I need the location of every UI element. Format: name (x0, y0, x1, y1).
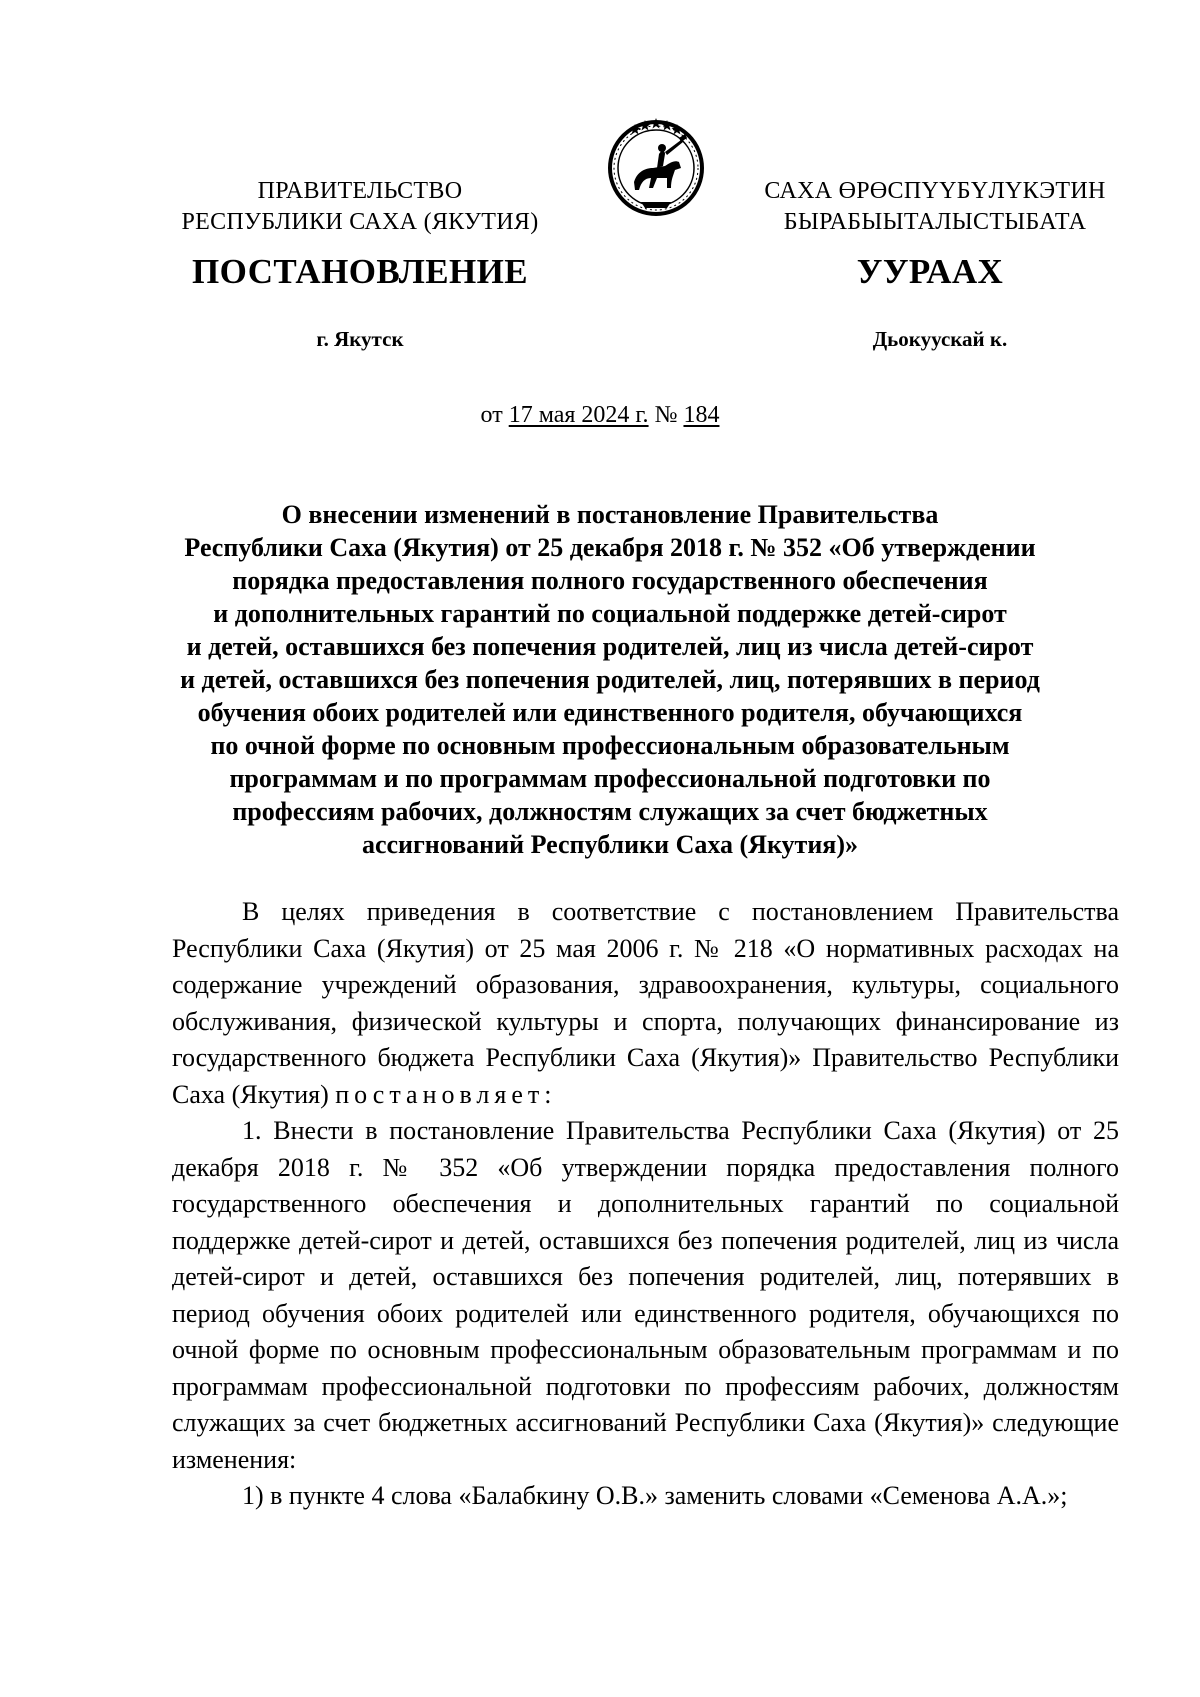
item-1-paragraph: 1. Внести в постановление Правительства Республики Саха (Якутия) от 25 декабря 2018 г. № 352 «Об утверждении порядка предоставления полного государственного обеспечения и дополнительных гарантий по социальной поддержке детей-сирот и детей, оставшихся без попечения родителей, лиц из числа детей-сирот и детей, оставшихся без попечения родителей, лиц, потерявших в период обучения обоих родителей или единственного родителя, обучающихся по очной форме по основным профессиональным образовательным программам и по программам профессиональной подготовки по профессиям рабочих, должностям служащих за счет бюджетных ассигнований Республики Саха (Якутия)» следующие изменения: (172, 1116, 1119, 1474)
item-1-1-paragraph: 1) в пункте 4 слова «Балабкину О.В.» заменить словами «Семенова А.А.»; (242, 1481, 1068, 1510)
government-name-ru-line2: РЕСПУБЛИКИ САХА (ЯКУТИЯ) (181, 209, 539, 235)
decree-type-sakha: УУРААХ (856, 252, 1004, 291)
decree-date: 17 мая 2024 г. (508, 402, 649, 428)
preamble-text: В целях приведения в соответствие с постановлением Правительства Республики Саха (Якутия) от 25 мая 2006 г. № 218 «О нормативных расходах на содержание учреждений образования, здравоохранения, культуры, социального обслуживания, физической культуры и спорта, получающих финансирование из государственного бюджета Республики Саха (Якутия)» Правительство Республики Саха (Якутия) (172, 897, 1119, 1109)
title-line: профессиям рабочих, должностям служащих за счет бюджетных (232, 797, 988, 826)
title-line: ассигнований Республики Саха (Якутия)» (361, 830, 859, 859)
title-line: и детей, оставшихся без попечения родителей, лиц из числа детей-сирот (186, 632, 1034, 661)
title-line: и детей, оставшихся без попечения родителей, лиц, потерявших в период (180, 665, 1040, 694)
preamble-paragraph (172, 894, 1119, 1113)
title-line: О внесении изменений в постановление Правительства (281, 500, 939, 529)
title-line: по очной форме по основным профессиональным образовательным (210, 731, 1010, 760)
government-name-ru-line1: ПРАВИТЕЛЬСТВО (257, 178, 463, 204)
number-sign: № (654, 402, 678, 428)
decree-type-ru: ПОСТАНОВЛЕНИЕ (192, 252, 528, 291)
government-name-sakha-line1: САХА ӨРӨСПҮҮБҮЛҮКЭТИН (764, 178, 1106, 204)
government-name-sakha (735, 176, 1135, 238)
title-line: программам и по программам профессиональной подготовки по (229, 764, 991, 793)
government-name-ru (150, 176, 570, 238)
city-ru: г. Якутск (316, 327, 404, 351)
title-line: обучения обоих родителей или единственного родителя, обучающихся (197, 698, 1023, 727)
document-title (160, 498, 1060, 861)
decree-number: 184 (683, 402, 720, 428)
title-line: Республики Саха (Якутия) от 25 декабря 2018 г. № 352 «Об утверждении (184, 533, 1036, 562)
government-name-sakha-line2: БЫРАБЫЫТАЛЫСТЫБАТА (783, 209, 1087, 235)
date-prefix: от (480, 402, 503, 428)
title-line: и дополнительных гарантий по социальной поддержке детей-сирот (213, 599, 1007, 628)
city-sakha: Дьокуускай к. (872, 327, 1008, 351)
date-number-line (0, 402, 1200, 429)
resolves-word: постановляет: (335, 1079, 557, 1109)
coat-of-arms-emblem-icon (601, 110, 711, 220)
title-line: порядка предоставления полного государственного обеспечения (232, 566, 988, 595)
document-body (172, 894, 1119, 1515)
